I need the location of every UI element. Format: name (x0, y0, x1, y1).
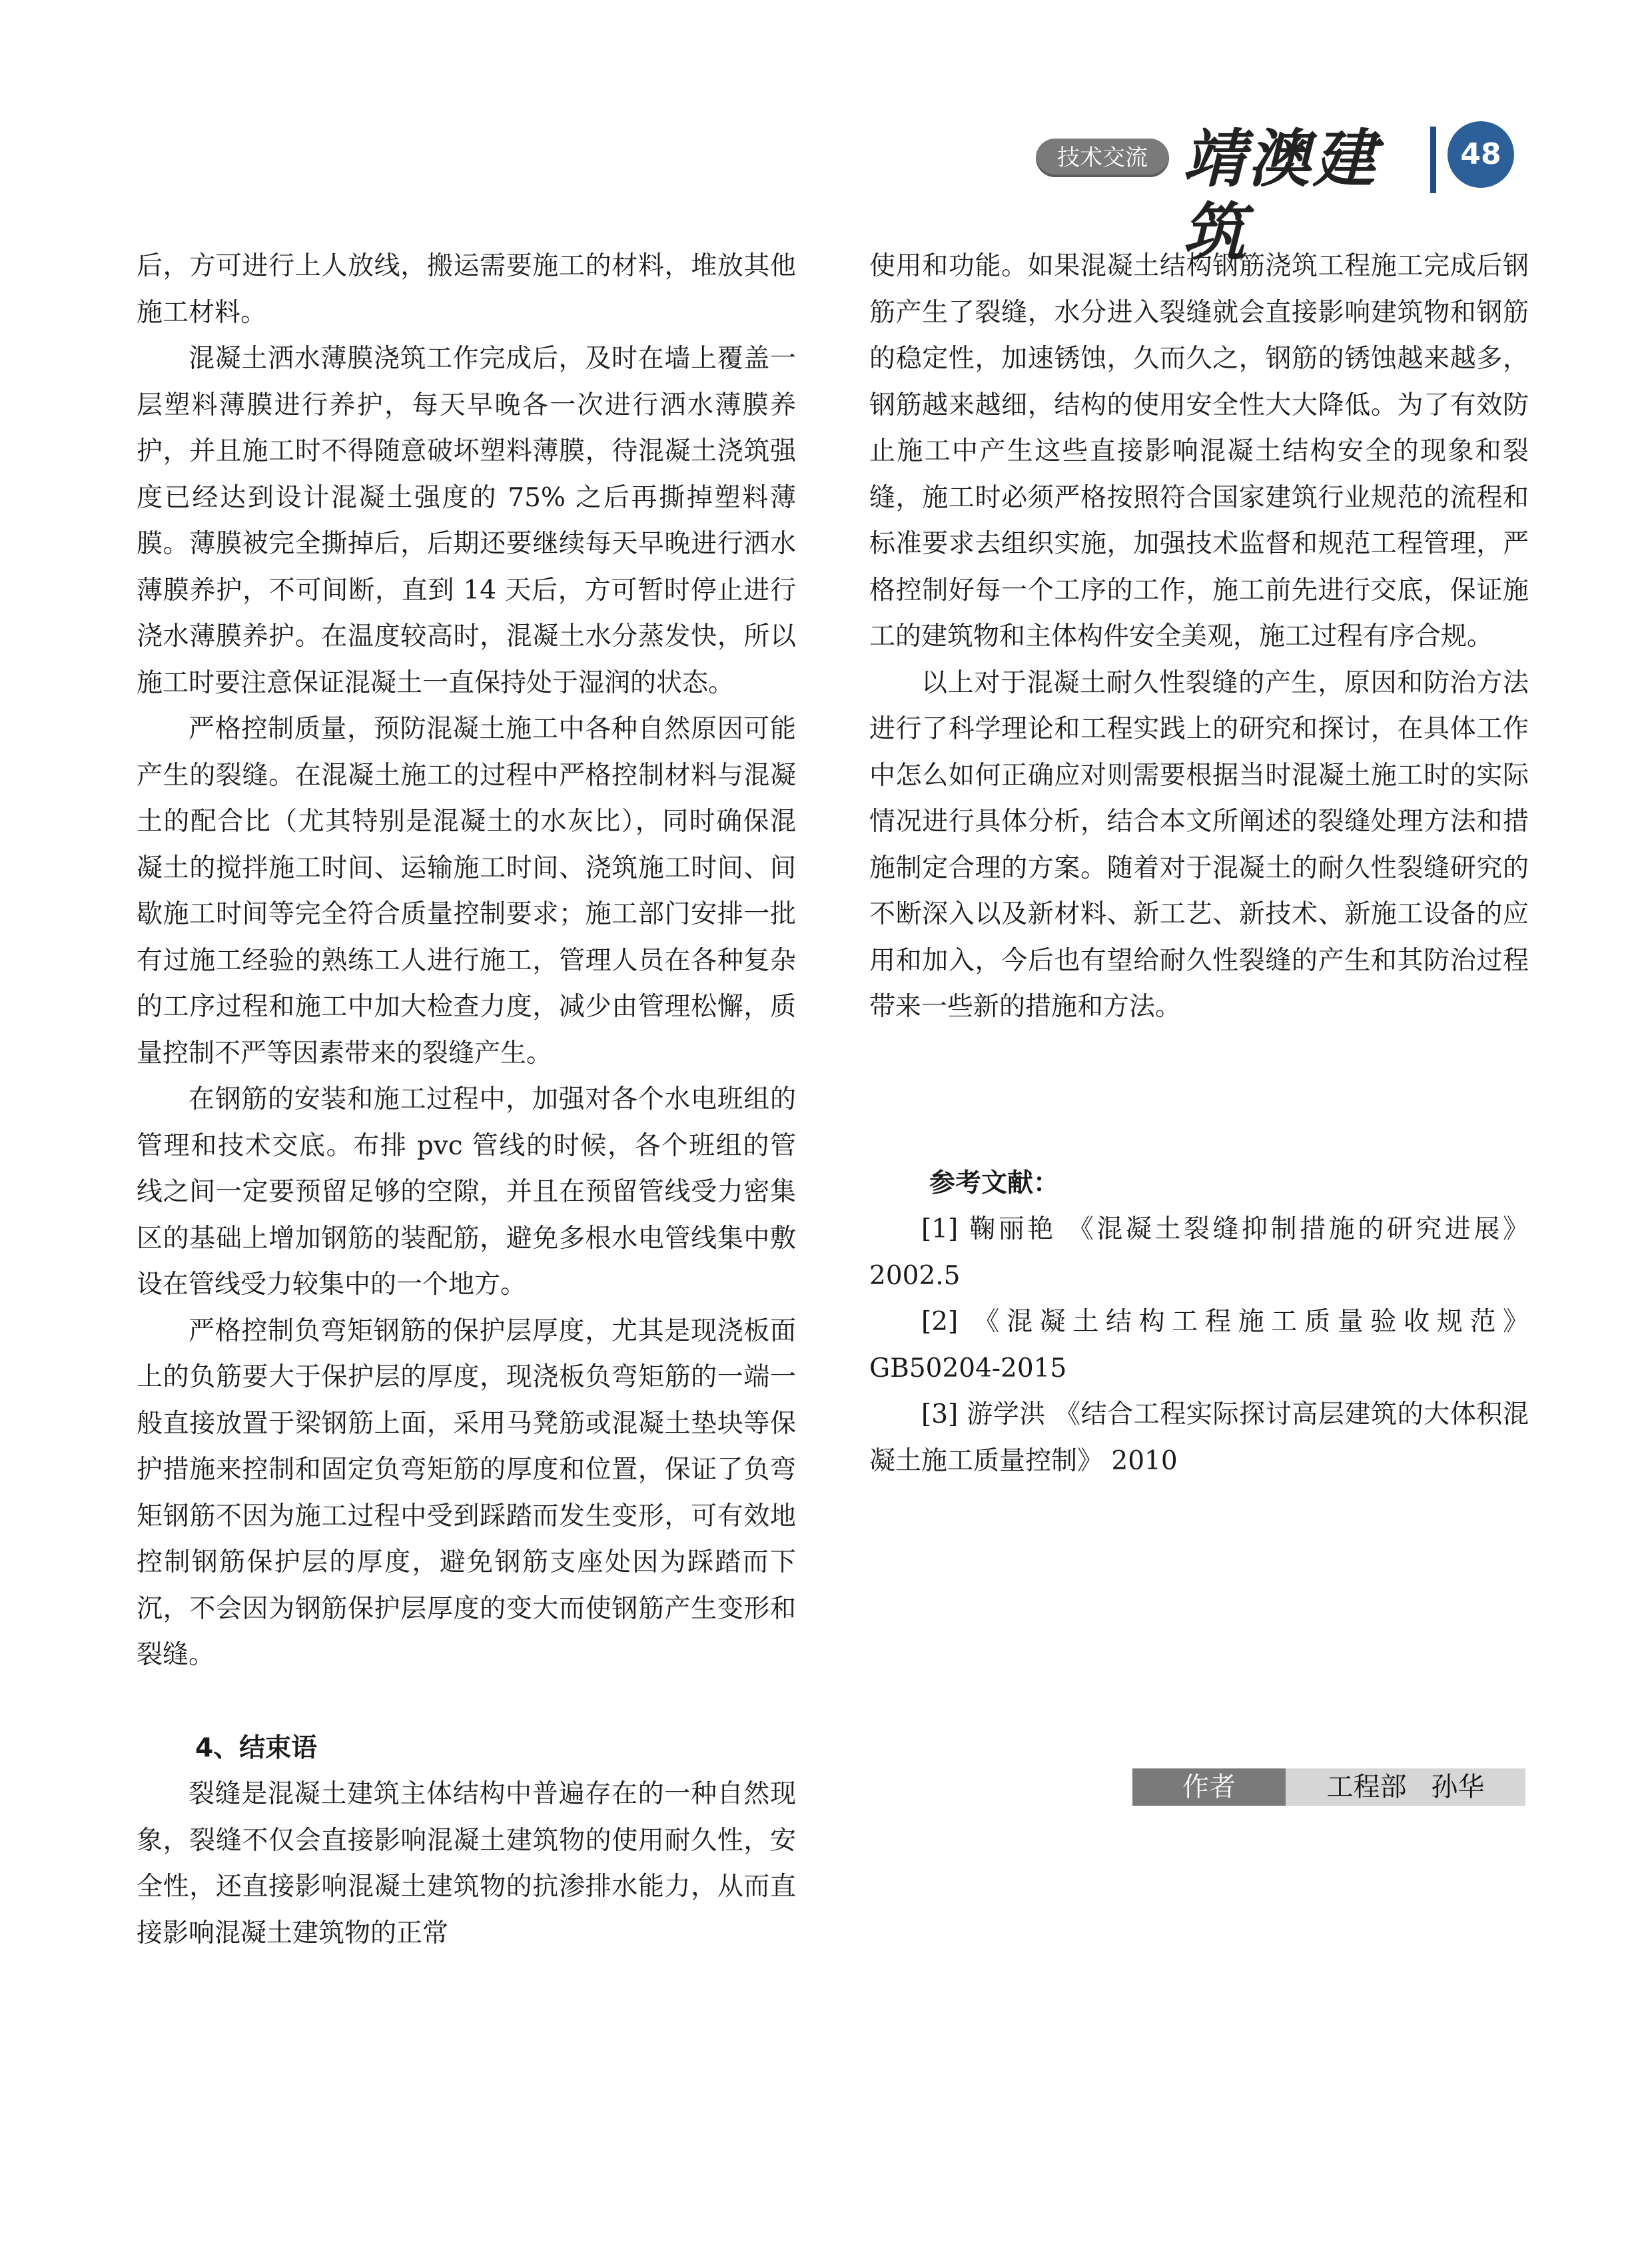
section-tag: 技术交流 (1036, 139, 1169, 177)
author-bar (1132, 1768, 1525, 1806)
body-paragraph: 严格控制质量，预防混凝土施工中各种自然原因可能产生的裂缝。在混凝土施工的过程中严格控制材料与混凝土的配合比（尤其特别是混凝土的水灰比），同时确保混凝土的搅拌施工时间、运输施工时间、浇筑施工时间、间歇施工时间等完全符合质量控制要求；施工部门安排一批有过施工经验的熟练工人进行施工，管理人员在各种复杂的工序过程和施工中加大检查力度，减少由管理松懈，质量控制不严等因素带来的裂缝产生。 (137, 714, 796, 1068)
brand-logo: 靖澳建筑 (1182, 123, 1379, 269)
body-paragraph: 混凝土洒水薄膜浇筑工作完成后，及时在墙上覆盖一层塑料薄膜进行养护，每天早晚各一次进行洒水薄膜养护，并且施工时不得随意破坏塑料薄膜，待混凝土浇筑强度已经达到设计混凝土强度的 75% 之后再撕掉塑料薄膜。薄膜被完全撕掉后，后期还要继续每天早晚进行洒水薄膜养护，不可间断，直到 14 天后，方可暂时停止进行浇水薄膜养护。在温度较高时，混凝土水分蒸发快，所以施工时要注意保证混凝土一直保持处于湿润的状态。 (137, 344, 796, 698)
page-number: 48 (1447, 121, 1514, 188)
author-name: 工程部 孙华 (1286, 1768, 1525, 1806)
section-heading: 4、结束语 (195, 1732, 318, 1763)
right-column (869, 243, 1529, 1484)
body-paragraph: 在钢筋的安装和施工过程中，加强对各个水电班组的管理和技术交底。布排 pvc 管线的时候，各个班组的管线之间一定要预留足够的空隙，并且在预留管线受力密集区的基础上增加钢筋的装配筋，避免多根水电管线集中敷设在管线受力较集中的一个地方。 (137, 1084, 796, 1300)
body-paragraph: 严格控制负弯矩钢筋的保护层厚度，尤其是现浇板面上的负筋要大于保护层的厚度，现浇板负弯矩筋的一端一般直接放置于梁钢筋上面，采用马凳筋或混凝土垫块等保护措施来控制和固定负弯矩筋的厚度和位置，保证了负弯矩钢筋不因为施工过程中受到踩踏而发生变形，可有效地控制钢筋保护层的厚度，避免钢筋支座处因为踩踏而下沉，不会因为钢筋保护层厚度的变大而使钢筋产生变形和裂缝。 (137, 1315, 796, 1670)
body-paragraph: 使用和功能。如果混凝土结构钢筋浇筑工程施工完成后钢筋产生了裂缝，水分进入裂缝就会直接影响建筑物和钢筋的稳定性，加速锈蚀，久而久之，钢筋的锈蚀越来越多，钢筋越来越细，结构的使用安全性大大降低。为了有效防止施工中产生这些直接影响混凝土结构安全的现象和裂缝，施工时必须严格按照符合国家建筑行业规范的流程和标准要求去组织实施，加强技术监督和规范工程管理，严格控制好每一个工序的工作，施工前先进行交底，保证施工的建筑物和主体构件安全美观，施工过程有序合规。 (869, 251, 1529, 651)
conclusion-paragraph: 裂缝是混凝土建筑主体结构中普遍存在的一种自然现象，裂缝不仅会直接影响混凝土建筑物的使用耐久性，安全性，还直接影响混凝土建筑物的抗渗排水能力，从而直接影响混凝土建筑物的正常 (137, 1779, 796, 1948)
header-divider (1430, 127, 1436, 193)
body-paragraph: 后，方可进行上人放线，搬运需要施工的材料，堆放其他施工材料。 (137, 251, 796, 328)
page-header (1036, 119, 1515, 269)
body-paragraph: 以上对于混凝土耐久性裂缝的产生，原因和防治方法进行了科学理论和工程实践上的研究和探讨，在具体工作中怎么如何正确应对则需要根据当时混凝土施工时的实际情况进行具体分析，结合本文所阐述的裂缝处理方法和措施制定合理的方案。随着对于混凝土的耐久性裂缝研究的不断深入以及新材料、新工艺、新技术、新施工设备的应用和加入，今后也有望给耐久性裂缝的产生和其防治过程带来一些新的措施和方法。 (869, 667, 1529, 1022)
author-label: 作者 (1132, 1768, 1286, 1806)
left-column (137, 243, 796, 1956)
references-title: 参考文献： (929, 1168, 1060, 1198)
reference-item: [1] 鞠丽艳 《混凝土裂缝抑制措施的研究进展》 2002.5 (869, 1214, 1529, 1291)
reference-item: [3] 游学洪 《结合工程实际探讨高层建筑的大体积混凝土施工质量控制》 2010 (869, 1399, 1529, 1476)
reference-item: [2] 《混凝土结构工程施工质量验收规范》 GB50204-2015 (869, 1307, 1529, 1383)
